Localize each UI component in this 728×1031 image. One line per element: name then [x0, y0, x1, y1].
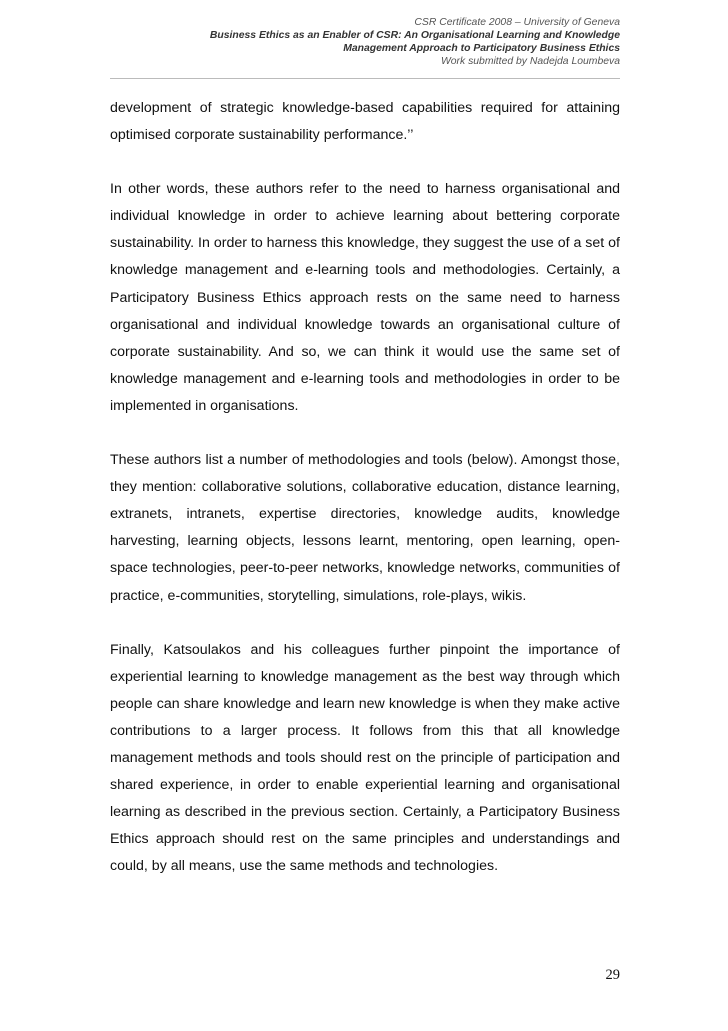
- paragraph: These authors list a number of methodologies and tools (below). Amongst those, they mention: collaborative solutions, collaborative education, distance learning, extranets, intranets, expertise directories, knowledge audits, knowledge harvesting, learning objects, lessons learnt, mentoring, open learning, open-space technologies, peer-to-peer networks, knowledge networks, communities of practice, e-communities, storytelling, simulations, role-plays, wikis.: [110, 452, 620, 604]
- header-certificate-line: CSR Certificate 2008 – University of Geneva: [414, 17, 620, 28]
- paragraph: In other words, these authors refer to the need to harness organisational and individual knowledge in order to achieve learning about bettering corporate sustainability. In order to harness this knowledge, they suggest the use of a set of knowledge management and e-learning tools and methodologies. Certainly, a Participatory Business Ethics approach rests on the same need to harness organisational and individual knowledge towards an organisational culture of corporate sustainability. And so, we can think it would use the same set of knowledge management and e-learning tools and methodologies in order to be implemented in organisations.: [110, 181, 620, 414]
- header-author-line: Work submitted by Nadejda Loumbeva: [440, 56, 620, 67]
- document-body: [110, 95, 620, 880]
- paragraph: development of strategic knowledge-based capabilities required for attaining optimised corporate sustainability performance.’’: [110, 100, 620, 144]
- page-number: 29: [605, 967, 620, 983]
- paragraph: Finally, Katsoulakos and his colleagues further pinpoint the importance of experiential learning to knowledge management as the best way through which people can share knowledge and learn new knowledge is when they make active contributions to a larger process. It follows from this that all knowledge management methods and tools should rest on the principle of participation and shared experience, in order to enable experiential learning and organisational learning as described in the previous section. Certainly, a Participatory Business Ethics approach should rest on the same principles and understandings and could, by all means, use the same methods and technologies.: [110, 641, 620, 875]
- header-divider: [110, 78, 620, 79]
- header-title-line-2: Management Approach to Participatory Business Ethics: [343, 43, 620, 54]
- header-title-line-1: Business Ethics as an Enabler of CSR: An Organisational Learning and Knowledge: [209, 30, 620, 41]
- page-header: [100, 16, 620, 68]
